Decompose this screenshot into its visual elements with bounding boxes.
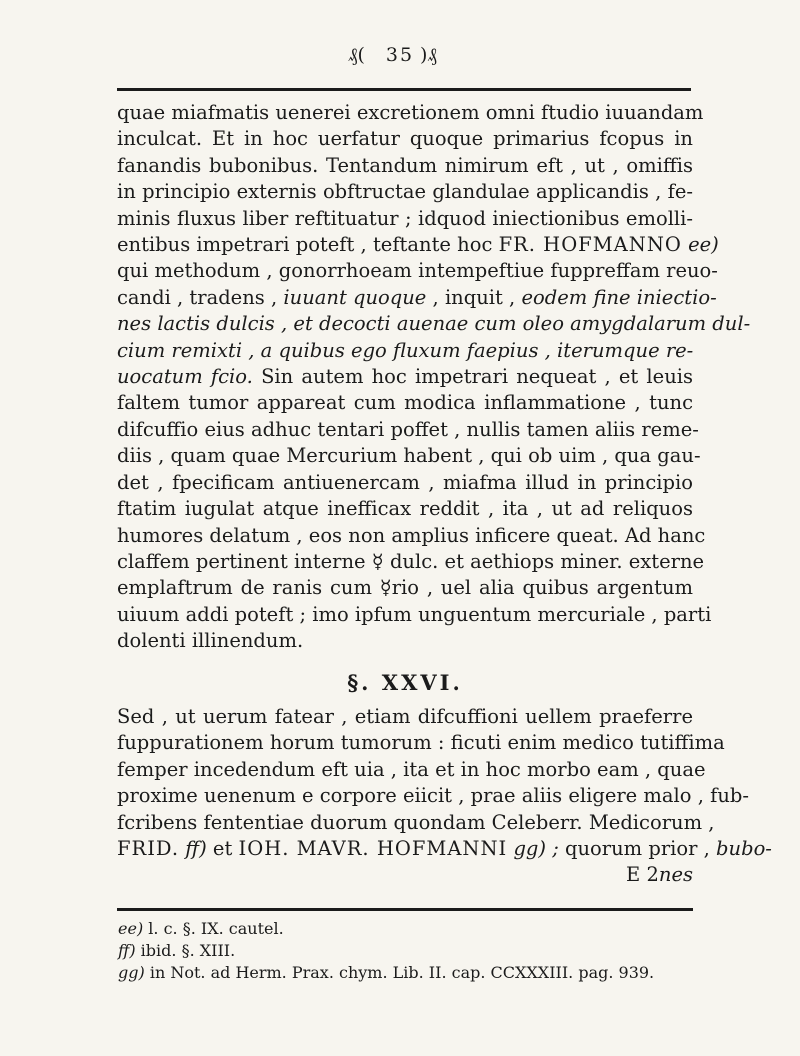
text-segment: , inquit , bbox=[432, 285, 516, 309]
footnote bbox=[118, 940, 694, 962]
text-line: quae miafmatis uenerei excretionem omni ftudio iuuandam bbox=[117, 101, 704, 124]
text-segment: ☿rio , uel alia quibus argentum bbox=[379, 576, 694, 600]
text-line bbox=[117, 338, 693, 364]
text-line bbox=[117, 549, 705, 575]
header-ornament-left: ₰( bbox=[348, 44, 365, 66]
footnote-mark: gg) bbox=[118, 963, 145, 982]
catchline bbox=[117, 862, 693, 888]
text-line: femper incedendum eft uia , ita et in hoc morbo eam , quae bbox=[117, 757, 706, 781]
footnote-ref: gg) ; bbox=[513, 837, 559, 861]
text-line: fcribens fententiae duorum quondam Celeberr. Medicorum , bbox=[117, 810, 715, 834]
italic-quote: remixti , a quibus ego fluxum faepius , iterumque re- bbox=[171, 338, 694, 362]
footnote-mark: ff) bbox=[118, 941, 136, 960]
text-segment: candi , tradens , bbox=[117, 285, 278, 309]
text-line bbox=[117, 232, 719, 258]
italic-quote: lactis dulcis , et decocti auenae cum oleo amygdalarum dul- bbox=[157, 312, 751, 336]
text-line: inculcat. Et in hoc uerfatur quoque primarius fcopus in bbox=[117, 127, 693, 151]
text-line bbox=[117, 364, 693, 390]
text-line: diis , quam quae Mercurium habent , qui ob uim , qua gau- bbox=[117, 444, 701, 468]
text-segment: ☿ dulc. et aethiops miner. externe bbox=[371, 549, 705, 573]
text-segment: quorum prior , bbox=[564, 837, 710, 861]
text-line: Sed , ut uerum fatear , etiam difcuffioni uellem praeferre bbox=[117, 705, 693, 728]
text-segment: emplaftrum de ranis cum bbox=[117, 576, 372, 600]
footnote-text: ibid. §. XIII. bbox=[140, 941, 236, 960]
text-segment: et bbox=[212, 837, 233, 861]
italic-quote: eodem fine iniectio- bbox=[521, 285, 717, 309]
text-line: qui methodum , gonorrhoeam intempeftiue fuppreffam reuo- bbox=[117, 259, 718, 283]
catchword: nes bbox=[658, 863, 693, 887]
italic-quote: fcio. bbox=[210, 365, 253, 389]
text-line: difcuffio eius adhuc tentari poffet , nullis tamen aliis reme- bbox=[117, 417, 699, 441]
footnote-rule bbox=[117, 908, 693, 911]
paragraph-2 bbox=[117, 704, 772, 889]
author-name: FRID. bbox=[117, 837, 180, 861]
signature-mark: E 2 bbox=[626, 863, 659, 887]
text-segment: Sin autem hoc impetrari nequeat , et leuis bbox=[261, 365, 694, 389]
footnote bbox=[118, 962, 694, 984]
text-line: dolenti illinendum. bbox=[117, 629, 304, 653]
italic-quote: cium bbox=[117, 338, 166, 362]
page-header bbox=[120, 42, 680, 80]
author-name: FR. HOFMANNO bbox=[498, 233, 682, 257]
italic-word: bubo- bbox=[716, 837, 772, 861]
text-line: uiuum addi poteft ; imo ipfum unguentum mercuriale , parti bbox=[117, 602, 712, 626]
footnote-text: in Not. ad Herm. Prax. chym. Lib. II. cap. CCXXXIII. pag. 939. bbox=[149, 963, 655, 982]
paragraph-1 bbox=[117, 100, 751, 655]
text-line bbox=[117, 575, 693, 601]
header-ornament-right: )₰ bbox=[420, 44, 437, 66]
footnotes bbox=[118, 918, 694, 984]
text-line: humores delatum , eos non amplius inficere queat. Ad hanc bbox=[117, 523, 706, 547]
footnote-mark: ee) bbox=[118, 919, 144, 938]
footnote bbox=[118, 918, 694, 940]
text-line: faltem tumor appareat cum modica inflammatione , tunc bbox=[117, 391, 693, 415]
text-line: in principio externis obftructae glandulae applicandis , fe- bbox=[117, 180, 693, 204]
text-line: ftatim iugulat atque inefficax reddit , ita , ut ad reliquos bbox=[117, 497, 693, 521]
text-line: proxime uenenum e corpore eiicit , prae aliis eligere malo , fub- bbox=[117, 784, 749, 808]
footnote-text: l. c. §. IX. cautel. bbox=[148, 919, 284, 938]
page-number: 35 bbox=[385, 44, 415, 66]
italic-quote: uocatum bbox=[117, 365, 203, 389]
italic-quote: iuuant quoque bbox=[283, 285, 427, 309]
header-rule bbox=[117, 88, 691, 91]
text-line: det , fpecificam antiuenercam , miafma illud in principio bbox=[117, 470, 693, 494]
text-line bbox=[117, 285, 717, 311]
author-name: IOH. MAVR. HOFMANNI bbox=[238, 837, 508, 861]
footnote-ref: ff) bbox=[185, 837, 207, 861]
text-line bbox=[117, 836, 772, 862]
text-line: fuppurationem horum tumorum : ficuti enim medico tutiffima bbox=[117, 731, 725, 755]
footnote-ref: ee) bbox=[688, 233, 719, 257]
text-segment: entibus impetrari poteft , teftante hoc bbox=[117, 233, 493, 257]
text-segment: claffem pertinent interne bbox=[117, 549, 366, 573]
text-line: fanandis bubonibus. Tentandum nimirum eft , ut , omiffis bbox=[117, 153, 693, 177]
text-line: minis fluxus liber reftituatur ; idquod iniectionibus emolli- bbox=[117, 206, 693, 230]
italic-quote: nes bbox=[117, 312, 152, 336]
text-line bbox=[117, 311, 751, 337]
section-heading: §. XXVI. bbox=[347, 670, 463, 695]
